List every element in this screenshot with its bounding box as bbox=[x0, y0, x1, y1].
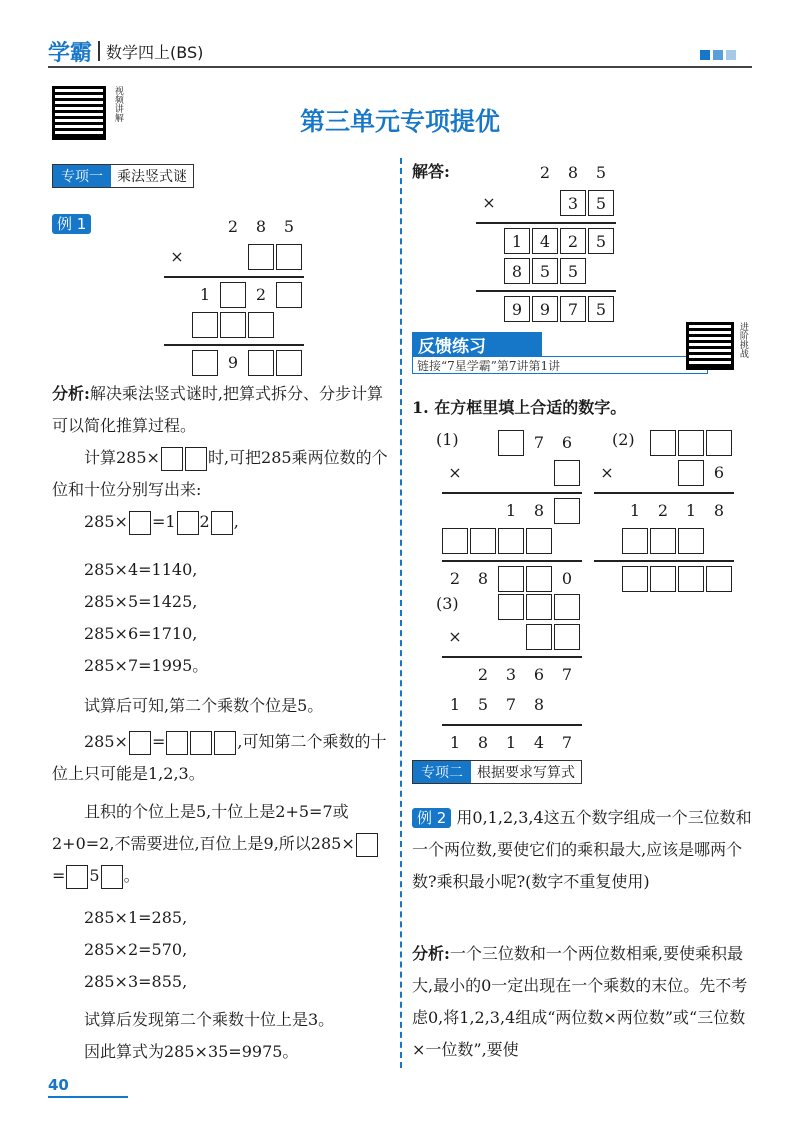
answer-box[interactable] bbox=[526, 624, 552, 650]
digit: 2 bbox=[449, 569, 461, 588]
equation-1: 285×4=1140, bbox=[84, 560, 198, 579]
problem-2-calc bbox=[594, 430, 744, 580]
answer-box[interactable] bbox=[66, 865, 88, 889]
qr-label: 视频讲解 bbox=[112, 86, 123, 122]
digit: 2 bbox=[255, 285, 267, 304]
equation-0: 285× =1 2 , bbox=[84, 506, 239, 538]
answer-box[interactable] bbox=[276, 350, 302, 376]
equation-7: 285×3=855, bbox=[84, 972, 188, 991]
calc-rule bbox=[442, 560, 582, 562]
answer-box[interactable] bbox=[622, 566, 648, 592]
digit: 8 bbox=[533, 501, 545, 520]
section2-tag-a: 专项二 bbox=[413, 761, 471, 783]
calc-rule bbox=[164, 276, 304, 278]
answer-box[interactable] bbox=[129, 731, 151, 755]
digit: × bbox=[482, 193, 496, 212]
problem-3-label: (3) bbox=[436, 594, 459, 613]
digit: 5 bbox=[595, 163, 607, 182]
digit: 5 bbox=[588, 190, 614, 216]
digit: 1 bbox=[504, 228, 530, 254]
answer-box[interactable] bbox=[526, 566, 552, 592]
digit: × bbox=[448, 463, 462, 482]
digit: 5 bbox=[588, 228, 614, 254]
calc-rule bbox=[442, 492, 582, 494]
digit: 9 bbox=[504, 296, 530, 322]
answer-box[interactable] bbox=[276, 244, 302, 270]
digit: 1 bbox=[505, 733, 517, 752]
example1-label: 例 1 bbox=[52, 214, 91, 234]
analysis-text: 解决乘法竖式谜时,把算式拆分、分步计算可以简化推算过程。 bbox=[52, 384, 384, 435]
page-header bbox=[48, 38, 203, 64]
digit: 5 bbox=[560, 258, 586, 284]
equation-3: 285×6=1710, bbox=[84, 624, 198, 643]
answer-box[interactable] bbox=[192, 312, 218, 338]
answer-box[interactable] bbox=[678, 430, 704, 456]
step-text-2: 试算后可知,第二个乘数个位是5。 bbox=[84, 696, 324, 715]
digit: 1 bbox=[449, 733, 461, 752]
digit: 4 bbox=[533, 733, 545, 752]
answer-box[interactable] bbox=[650, 566, 676, 592]
answer-box[interactable] bbox=[192, 350, 218, 376]
qr-label-2: 进阶挑战 bbox=[737, 322, 748, 358]
equation-4: 285×7=1995。 bbox=[84, 656, 209, 675]
brand-logo: 学霸 bbox=[48, 40, 93, 66]
digit: 2 bbox=[657, 501, 669, 520]
digit: 7 bbox=[561, 665, 573, 684]
answer-box[interactable] bbox=[498, 594, 524, 620]
answer-box[interactable] bbox=[442, 528, 468, 554]
answer-box[interactable] bbox=[526, 594, 552, 620]
digit: 8 bbox=[255, 217, 267, 236]
section1-tag-a: 专项一 bbox=[53, 165, 111, 187]
step-text-6: 因此算式为285×35=9975。 bbox=[84, 1042, 299, 1061]
answer-box[interactable] bbox=[161, 447, 183, 471]
calc-rule bbox=[442, 724, 582, 726]
step-text-3: 285× = ,可知第二个乘数的十位上只可能是1,2,3。 bbox=[52, 732, 387, 783]
digit: 5 bbox=[588, 296, 614, 322]
calc-rule bbox=[442, 656, 582, 658]
header-rule bbox=[48, 66, 752, 68]
header-decoration bbox=[700, 50, 736, 60]
answer-box[interactable] bbox=[211, 511, 233, 535]
answer-box[interactable] bbox=[678, 460, 704, 486]
calc-rule bbox=[476, 222, 616, 224]
section1-tag bbox=[52, 164, 194, 188]
qr-code-icon[interactable] bbox=[686, 322, 734, 370]
feedback-link: 链接“7星学霸”第7讲第1讲 bbox=[412, 356, 708, 374]
calc-rule bbox=[476, 290, 616, 292]
answer-box[interactable] bbox=[220, 312, 246, 338]
answer-box[interactable] bbox=[622, 528, 648, 554]
answer-box[interactable] bbox=[248, 350, 274, 376]
digit: 5 bbox=[283, 217, 295, 236]
answer-box[interactable] bbox=[554, 624, 580, 650]
answer-box[interactable] bbox=[678, 566, 704, 592]
problem-1-calc bbox=[442, 430, 592, 588]
digit: 8 bbox=[533, 695, 545, 714]
problem-2-label: (2) bbox=[612, 430, 635, 449]
question-1: 1. 在方框里填上合适的数字。 bbox=[412, 398, 627, 417]
digit: 6 bbox=[561, 433, 573, 452]
calc-rule bbox=[164, 344, 304, 346]
problem-3-calc bbox=[442, 594, 592, 752]
digit: 2 bbox=[227, 217, 239, 236]
answer-box[interactable] bbox=[554, 460, 580, 486]
answer-box[interactable] bbox=[276, 282, 302, 308]
digit: 1 bbox=[449, 695, 461, 714]
book-subtitle: 数学四上(BS) bbox=[106, 42, 204, 62]
answer-box[interactable] bbox=[248, 244, 274, 270]
analysis-label-2: 分析: bbox=[412, 944, 450, 963]
digit: 5 bbox=[532, 258, 558, 284]
example2-label: 例 2 bbox=[412, 808, 451, 828]
digit: 5 bbox=[477, 695, 489, 714]
step-text-1: 计算285× 时,可把285乘两位数的个位和十位分别写出来: bbox=[52, 448, 388, 499]
answer-box[interactable] bbox=[706, 566, 732, 592]
digit: 3 bbox=[505, 665, 517, 684]
answer-box[interactable] bbox=[650, 430, 676, 456]
answer-box[interactable] bbox=[526, 528, 552, 554]
analysis-label: 分析: bbox=[52, 384, 90, 403]
answer-box[interactable] bbox=[706, 430, 732, 456]
digit: × bbox=[600, 463, 614, 482]
feedback-title: 反馈练习 bbox=[412, 332, 542, 356]
calc-rule bbox=[594, 492, 734, 494]
digit: 1 bbox=[685, 501, 697, 520]
digit: 8 bbox=[477, 733, 489, 752]
answer-box[interactable] bbox=[166, 731, 188, 755]
digit: 9 bbox=[227, 353, 239, 372]
footer-rule bbox=[48, 1096, 128, 1098]
answer-box[interactable] bbox=[129, 511, 151, 535]
digit: 7 bbox=[561, 733, 573, 752]
answer-box[interactable] bbox=[177, 511, 199, 535]
column-divider bbox=[400, 158, 402, 1068]
example1-puzzle bbox=[164, 214, 314, 372]
digit: 7 bbox=[533, 433, 545, 452]
digit: 8 bbox=[567, 163, 579, 182]
digit: 9 bbox=[532, 296, 558, 322]
answer-box[interactable] bbox=[498, 430, 524, 456]
answer-box[interactable] bbox=[356, 833, 378, 857]
digit: 2 bbox=[477, 665, 489, 684]
digit: 2 bbox=[539, 163, 551, 182]
example1-analysis bbox=[52, 378, 392, 442]
answer-box[interactable] bbox=[185, 447, 207, 471]
answer-calculation bbox=[476, 160, 626, 319]
answer-box[interactable] bbox=[190, 731, 212, 755]
answer-label: 解答: bbox=[412, 162, 450, 181]
digit: 1 bbox=[629, 501, 641, 520]
analysis-text-2: 一个三位数和一个两位数相乘,要使乘积最大,最小的0一定出现在一个乘数的末位。先不考虑0,将1,2,3,4组成“两位数×两位数”或“三位数×一位数”,要使 bbox=[412, 944, 748, 1059]
answer-box[interactable] bbox=[498, 566, 524, 592]
answer-box[interactable] bbox=[214, 731, 236, 755]
answer-box[interactable] bbox=[650, 528, 676, 554]
header-separator bbox=[98, 41, 100, 61]
feedback-banner bbox=[412, 332, 708, 378]
digit: 8 bbox=[713, 501, 725, 520]
digit: 1 bbox=[199, 285, 211, 304]
digit: 6 bbox=[713, 463, 725, 482]
example2-analysis bbox=[412, 938, 752, 1066]
digit: 8 bbox=[504, 258, 530, 284]
digit: 2 bbox=[560, 228, 586, 254]
section2-tag-b: 根据要求写算式 bbox=[477, 765, 575, 781]
answer-box[interactable] bbox=[554, 594, 580, 620]
answer-box[interactable] bbox=[248, 312, 274, 338]
answer-box[interactable] bbox=[470, 528, 496, 554]
digit: 8 bbox=[477, 569, 489, 588]
answer-box[interactable] bbox=[101, 865, 123, 889]
page-title: 第三单元专项提优 bbox=[299, 107, 500, 136]
digit: × bbox=[448, 627, 462, 646]
digit: 7 bbox=[505, 695, 517, 714]
page-number: 40 bbox=[48, 1076, 69, 1094]
digit: 7 bbox=[560, 296, 586, 322]
answer-box[interactable] bbox=[498, 528, 524, 554]
answer-box[interactable] bbox=[554, 498, 580, 524]
answer-box[interactable] bbox=[678, 528, 704, 554]
digit: × bbox=[170, 247, 184, 266]
equation-5: 285×1=285, bbox=[84, 908, 188, 927]
section2-tag bbox=[412, 760, 582, 784]
digit: 4 bbox=[532, 228, 558, 254]
digit: 6 bbox=[533, 665, 545, 684]
example2-text: 用0,1,2,3,4这五个数字组成一个三位数和一个两位数,要使它们的乘积最大,应该是哪两个数?乘积最小呢?(数字不重复使用) bbox=[412, 808, 752, 891]
section1-tag-b: 乘法竖式谜 bbox=[117, 169, 187, 185]
calc-rule bbox=[594, 560, 734, 562]
example2-question bbox=[412, 802, 752, 898]
digit: 0 bbox=[561, 569, 573, 588]
digit: 3 bbox=[560, 190, 586, 216]
digit: 1 bbox=[505, 501, 517, 520]
answer-box[interactable] bbox=[220, 282, 246, 308]
step-text-4: 且积的个位上是5,十位上是2+5=7或2+0=2,不需要进位,百位上是9,所以285×= 5 。 bbox=[52, 796, 392, 892]
equation-6: 285×2=570, bbox=[84, 940, 188, 959]
problem-1-label: (1) bbox=[436, 430, 459, 449]
step-text-5: 试算后发现第二个乘数十位上是3。 bbox=[84, 1010, 335, 1029]
equation-2: 285×5=1425, bbox=[84, 592, 198, 611]
